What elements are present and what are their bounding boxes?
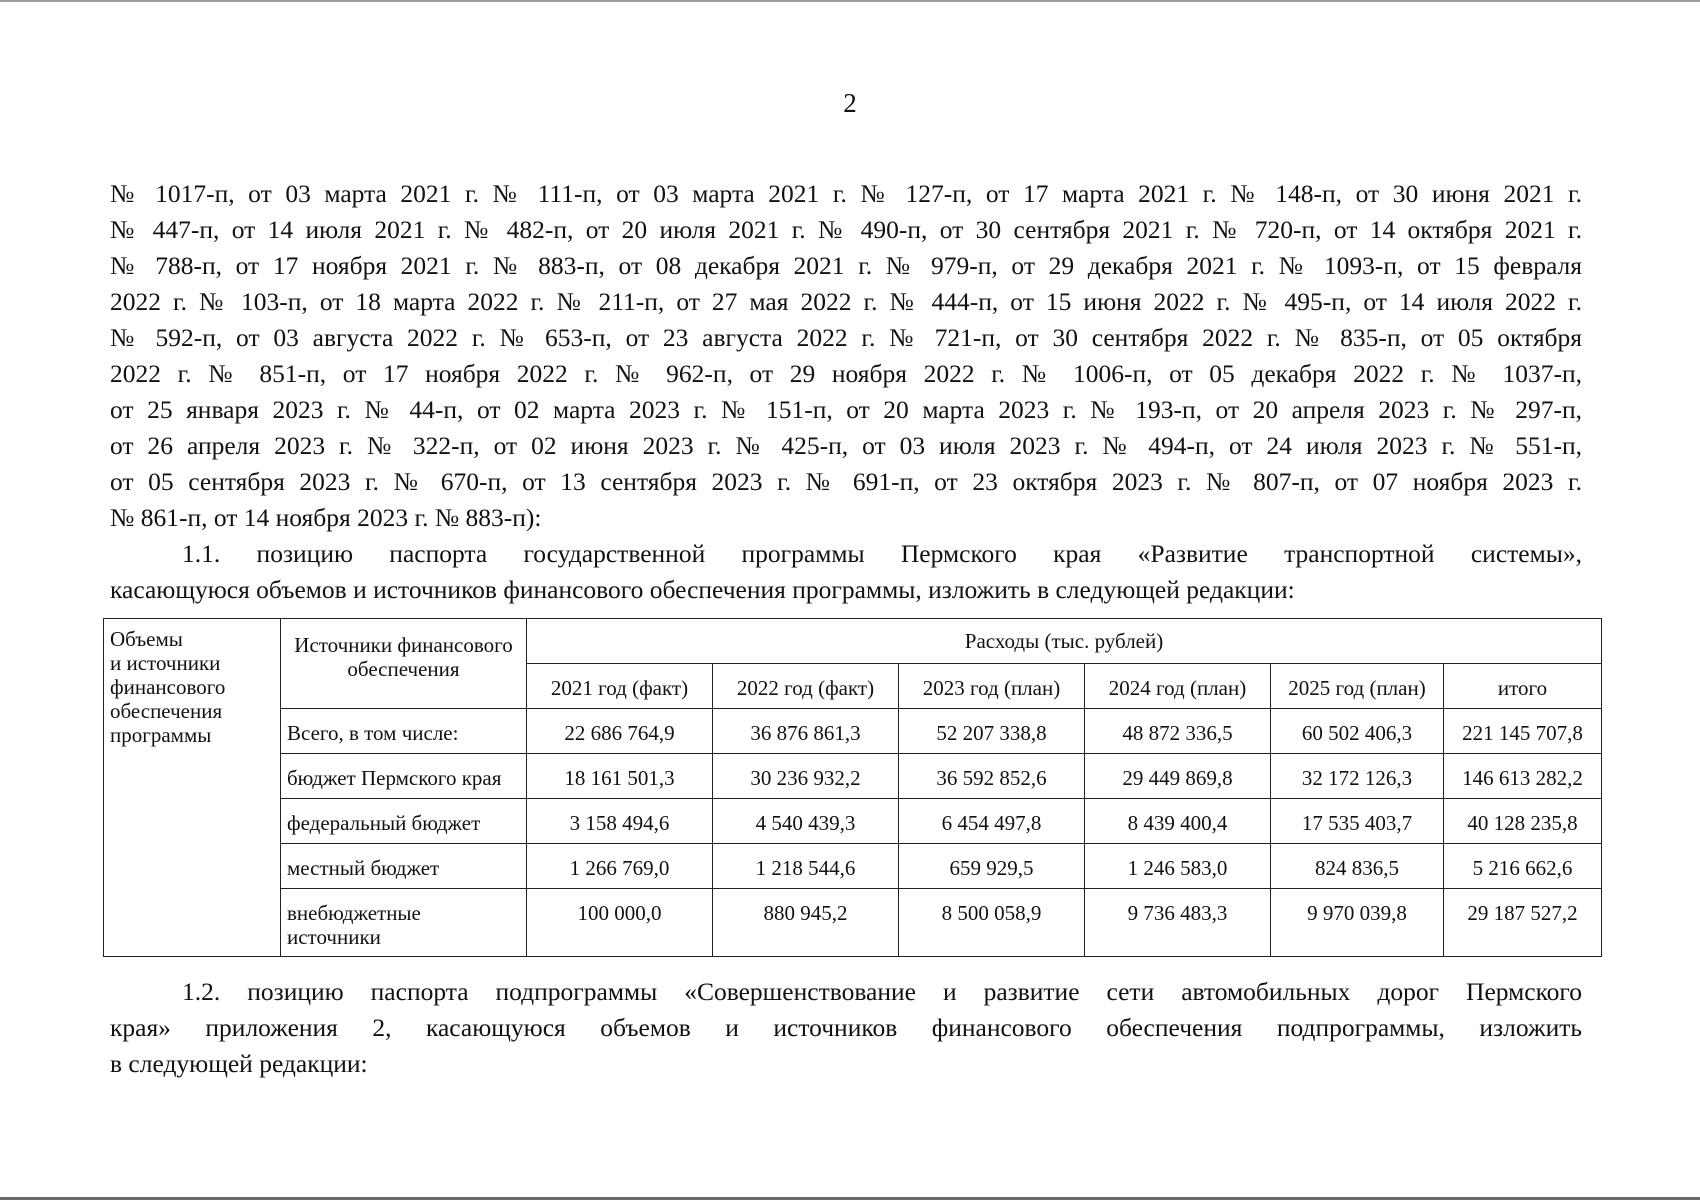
value-cell: 100 000,0 xyxy=(527,889,713,957)
value-cell: 9 736 483,3 xyxy=(1085,889,1271,957)
value-cell: 9 970 039,8 xyxy=(1271,889,1444,957)
source-cell-line: внебюджетные xyxy=(287,901,421,925)
year-header-cell: 2025 год (план) xyxy=(1271,664,1444,709)
intro-line: № 788-п, от 17 ноября 2021 г. № 883-п, от 08 декабря 2021 г. № 979-п, от 29 декабря 2021 г. № 1093-п, от 15 февраля xyxy=(110,251,1582,280)
table-label-line: программы xyxy=(110,723,212,747)
value-cell: 52 207 338,8 xyxy=(899,709,1085,754)
value-cell: 18 161 501,3 xyxy=(527,754,713,799)
financing-table xyxy=(103,618,1602,957)
source-header-cell: Источники финансового обеспечения xyxy=(281,619,527,709)
paragraph-1-2-line: 1.2. позицию паспорта подпрограммы «Совершенствование и развитие сети автомобильных дорог Пермского xyxy=(182,977,1582,1006)
source-cell-line: источники xyxy=(287,925,381,949)
intro-line: от 05 сентября 2023 г. № 670-п, от 13 сентября 2023 г. № 691-п, от 23 октября 2023 г. № 807-п, от 07 ноября 2023 г. xyxy=(110,467,1582,496)
total-cell: 146 613 282,2 xyxy=(1444,754,1602,799)
total-header-cell: итого xyxy=(1444,664,1602,709)
scan-edge-top xyxy=(0,0,1700,2)
total-cell: 221 145 707,8 xyxy=(1444,709,1602,754)
source-cell: Всего, в том числе: xyxy=(281,709,527,754)
table-label-line: обеспечения xyxy=(110,699,223,723)
year-header-cell: 2023 год (план) xyxy=(899,664,1085,709)
paragraph-1-2 xyxy=(110,974,1582,1082)
paragraph-1-2-line: края» приложения 2, касающуюся объемов и источников финансового обеспечения подпрограммы, изложить xyxy=(110,1013,1582,1042)
year-header-cell: 2022 год (факт) xyxy=(713,664,899,709)
value-cell: 22 686 764,9 xyxy=(527,709,713,754)
value-cell: 1 218 544,6 xyxy=(713,844,899,889)
source-cell: федеральный бюджет xyxy=(281,799,527,844)
value-cell: 4 540 439,3 xyxy=(713,799,899,844)
total-cell: 40 128 235,8 xyxy=(1444,799,1602,844)
intro-line: от 25 января 2023 г. № 44-п, от 02 марта 2023 г. № 151-п, от 20 марта 2023 г. № 193-п, от 20 апреля 2023 г. № 297-п, xyxy=(110,395,1582,424)
intro-line: № 447-п, от 14 июля 2021 г. № 482-п, от 20 июля 2021 г. № 490-п, от 30 сентября 2021 г. № 720-п, от 14 октября 2021 г. xyxy=(110,215,1582,244)
expenses-header-cell: Расходы (тыс. рублей) xyxy=(527,619,1602,664)
paragraph-1-1-line: касающуюся объемов и источников финансового обеспечения программы, изложить в следующей редакции: xyxy=(110,575,1295,604)
value-cell: 17 535 403,7 xyxy=(1271,799,1444,844)
value-cell: 48 872 336,5 xyxy=(1085,709,1271,754)
value-cell: 1 266 769,0 xyxy=(527,844,713,889)
paragraph-1-1-line: 1.1. позицию паспорта государственной программы Пермского края «Развитие транспортной системы», xyxy=(182,539,1582,568)
value-cell: 8 439 400,4 xyxy=(1085,799,1271,844)
page-number: 2 xyxy=(843,88,857,118)
value-cell: 1 246 583,0 xyxy=(1085,844,1271,889)
value-cell: 3 158 494,6 xyxy=(527,799,713,844)
table-label-line: и источники xyxy=(110,651,221,675)
value-cell: 30 236 932,2 xyxy=(713,754,899,799)
paragraph-1-1 xyxy=(110,536,1582,608)
table-row xyxy=(104,844,1602,889)
value-cell: 60 502 406,3 xyxy=(1271,709,1444,754)
source-cell xyxy=(281,889,527,957)
table-label-cell xyxy=(104,619,281,957)
source-cell: бюджет Пермского края xyxy=(281,754,527,799)
year-header-cell: 2021 год (факт) xyxy=(527,664,713,709)
table-label-line: Объемы xyxy=(110,627,183,651)
intro-line: № 861-п, от 14 ноября 2023 г. № 883-п): xyxy=(110,503,542,532)
source-cell: местный бюджет xyxy=(281,844,527,889)
value-cell: 6 454 497,8 xyxy=(899,799,1085,844)
intro-line: от 26 апреля 2023 г. № 322-п, от 02 июня 2023 г. № 425-п, от 03 июля 2023 г. № 494-п, от 24 июля 2023 г. № 551-п, xyxy=(110,431,1582,460)
intro-line: № 592-п, от 03 августа 2022 г. № 653-п, от 23 августа 2022 г. № 721-п, от 30 сентября 2022 г. № 835-п, от 05 октября xyxy=(110,323,1582,352)
value-cell: 659 929,5 xyxy=(899,844,1085,889)
value-cell: 36 876 861,3 xyxy=(713,709,899,754)
total-cell: 5 216 662,6 xyxy=(1444,844,1602,889)
table-row xyxy=(104,799,1602,844)
value-cell: 824 836,5 xyxy=(1271,844,1444,889)
value-cell: 880 945,2 xyxy=(713,889,899,957)
value-cell: 32 172 126,3 xyxy=(1271,754,1444,799)
total-cell: 29 187 527,2 xyxy=(1444,889,1602,957)
table-row xyxy=(104,889,1602,957)
table-row xyxy=(104,709,1602,754)
value-cell: 8 500 058,9 xyxy=(899,889,1085,957)
intro-paragraph xyxy=(110,176,1582,536)
intro-line: 2022 г. № 103-п, от 18 марта 2022 г. № 211-п, от 27 мая 2022 г. № 444-п, от 15 июня 2022 г. № 495-п, от 14 июля 2022 г. xyxy=(110,287,1582,316)
table-label-line: финансового xyxy=(110,675,226,699)
intro-line: № 1017-п, от 03 марта 2021 г. № 111-п, от 03 марта 2021 г. № 127-п, от 17 марта 2021 г. № 148-п, от 30 июня 2021 г. xyxy=(110,179,1582,208)
table-row xyxy=(104,754,1602,799)
intro-line: 2022 г. № 851-п, от 17 ноября 2022 г. № 962-п, от 29 ноября 2022 г. № 1006-п, от 05 декабря 2022 г. № 1037-п, xyxy=(110,359,1582,388)
value-cell: 29 449 869,8 xyxy=(1085,754,1271,799)
value-cell: 36 592 852,6 xyxy=(899,754,1085,799)
paragraph-1-2-line: в следующей редакции: xyxy=(110,1049,368,1078)
year-header-cell: 2024 год (план) xyxy=(1085,664,1271,709)
